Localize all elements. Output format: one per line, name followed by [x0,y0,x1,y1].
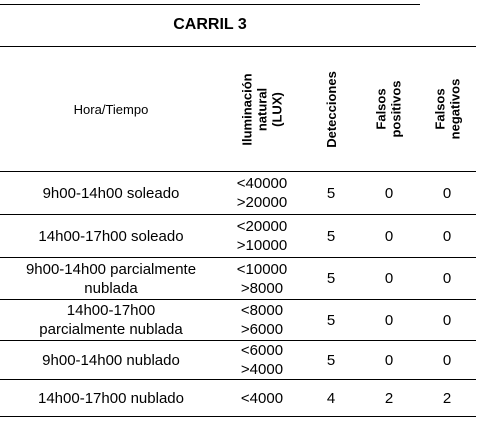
cell-detections: 5 [326,351,336,369]
header-false-negatives [418,47,476,171]
cell-lux: <6000 >4000 [240,342,284,378]
cell-detections: 5 [326,270,336,287]
cell-false-negatives: 2 [442,389,452,407]
header-detections [302,47,360,171]
table-bottom-rule [0,416,476,417]
cell-lux: <8000 >6000 [240,302,284,338]
cell-false-positives: 0 [384,227,394,245]
cell-lux: <4000 [240,389,284,407]
cell-time: 14h00-17h00 soleado [38,227,184,245]
cell-false-negatives: 0 [442,351,452,369]
cell-detections: 5 [326,227,336,245]
header-false-positives [360,47,418,171]
cell-time: 9h00-14h00 soleado [42,184,180,202]
header-lux [222,47,302,171]
cell-false-negatives: 0 [442,227,452,245]
cell-false-negatives: 0 [442,184,452,202]
cell-time: 9h00-14h00 parcialmente nublada [25,260,197,297]
header-time-label: Hora/Tiempo [73,101,149,117]
cell-lux: <20000 >10000 [236,218,288,254]
cell-time: 9h00-14h00 nublado [42,351,180,369]
header-lux-label: Iluminación natural (LUX) [239,72,285,146]
cell-false-positives: 0 [384,270,394,287]
cell-time: 14h00-17h00 nublado [38,389,184,407]
cell-lux: <40000 >20000 [236,175,288,211]
cell-detections: 4 [326,389,336,407]
cell-false-positives: 2 [384,389,394,407]
header-false-positives-label: Falsos positivos [373,80,404,138]
table-title: CARRIL 3 [173,16,247,33]
cell-detections: 5 [326,184,336,202]
cell-false-positives: 0 [384,311,394,329]
cell-false-positives: 0 [384,184,394,202]
cell-false-positives: 0 [384,351,394,369]
cell-lux: <10000 >8000 [236,260,288,297]
cell-false-negatives: 0 [442,270,452,287]
header-time [0,47,222,171]
header-detections-label: Detecciones [323,70,339,148]
cell-time: 14h00-17h00 parcialmente nublada [39,302,183,338]
cell-false-negatives: 0 [442,311,452,329]
header-false-negatives-label: Falsos negativos [432,78,462,140]
cell-detections: 5 [326,311,336,329]
